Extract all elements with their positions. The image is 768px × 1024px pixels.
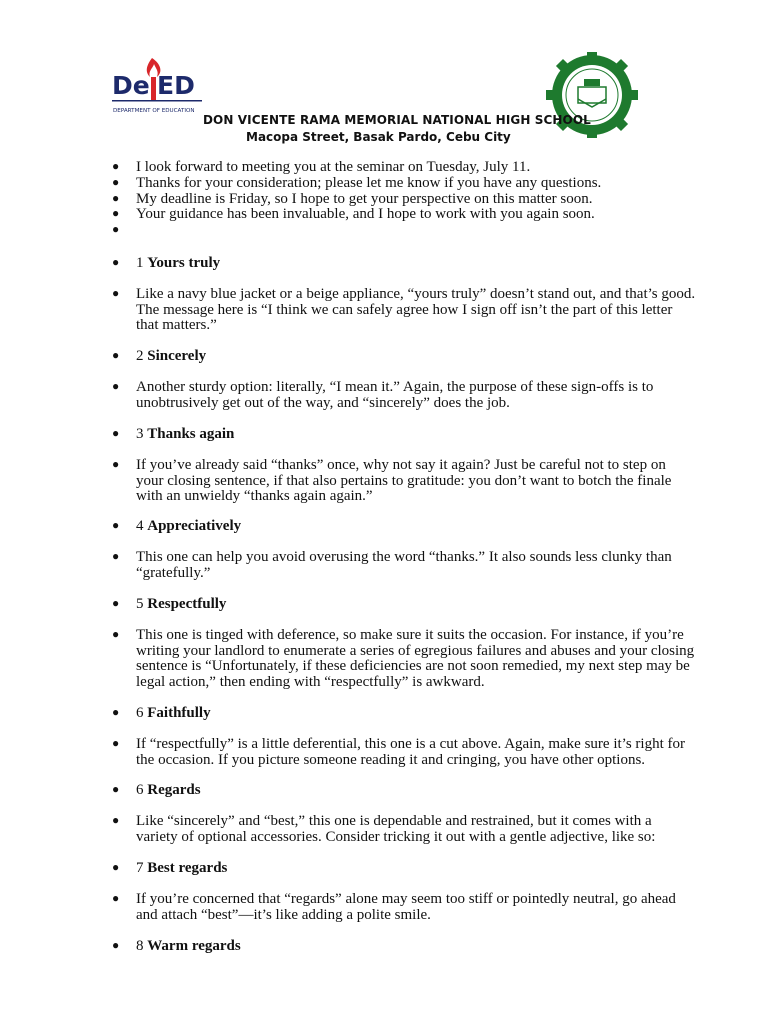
bullet-icon: ● [112,596,120,610]
sign-off-heading [112,427,696,443]
description-text: Like “sincerely” and “best,” this one is dependable and restrained, but it comes with a variety of optional accessories. Consider tricking it out with a gentle adjective, like so: [136,813,656,845]
list-item-text: My deadline is Friday, so I hope to get your perspective on this matter soon. [136,191,593,207]
sign-off-title: Faithfully [147,705,211,721]
sign-off-title: Appreciatively [147,518,242,534]
bullet-icon: ● [112,222,120,236]
sign-off-number: 5 [136,596,144,612]
sign-off-number: 7 [136,860,144,876]
bullet-icon: ● [112,191,120,205]
bullet-icon: ● [112,175,120,189]
bullet-icon: ● [112,782,120,796]
sign-off-description [112,287,696,334]
sign-off-number: 8 [136,938,144,954]
sign-off-heading [112,597,696,613]
document-header [0,0,768,150]
sign-off-title: Yours truly [147,255,221,271]
sign-off-title: Thanks again [147,426,235,442]
description-text: This one is tinged with deference, so make sure it suits the occasion. For instance, if you’re writing your landlord to enumerate a series of egregious failures and abuses and your closing sentence is “Unfortunately, if these deficiencies are not soon remedied, my next step may be legal action,” then ending with “respectfully” is awkward. [136,627,695,690]
list-item-text: I look forward to meeting you at the seminar on Tuesday, July 11. [136,159,531,175]
sign-off-heading [112,706,696,722]
bullet-icon: ● [112,813,120,827]
bullet-icon: ● [112,860,120,874]
school-address: Macopa Street, Basak Pardo, Cebu City [246,130,511,144]
sign-off-number: 2 [136,348,144,364]
svg-text:De: De [112,71,150,100]
list-item [112,176,696,192]
sign-off-title: Sincerely [147,348,207,364]
bullet-icon: ● [112,159,120,173]
sign-off-description [112,814,696,845]
bullet-icon: ● [112,627,120,641]
description-text: If you’ve already said “thanks” once, why not say it again? Just be careful not to step on your closing sentence, if that also pertains to gratitude: you don’t want to botch the finale with an unwieldy “thanks again again.” [136,457,672,504]
sign-off-description [112,380,696,411]
bullet-icon: ● [112,426,120,440]
description-text: This one can help you avoid overusing the word “thanks.” It also sounds less clunky than “gratefully.” [136,549,672,581]
sign-off-heading [112,256,696,272]
sign-off-number: 4 [136,518,144,534]
deped-logo-subtitle: DEPARTMENT OF EDUCATION [113,108,195,114]
sign-off-description [112,458,696,505]
bullet-icon: ● [112,938,120,952]
sign-off-heading [112,783,696,799]
description-text: If you’re concerned that “regards” alone may seem too stiff or pointedly neutral, go ahead and attach “best”—it’s like adding a polite smile. [136,891,676,923]
description-text: Like a navy blue jacket or a beige appliance, “yours truly” doesn’t stand out, and that’s good. The message here is “I think we can safely agree how I sign off isn’t the part of this letter that matters.” [136,286,696,333]
sign-off-title: Warm regards [147,938,241,954]
description-text: If “respectfully” is a little deferential, this one is a cut above. Again, make sure it’s right for the occasion. If you picture someone reading it and cringing, you have other options. [136,736,685,768]
sign-off-heading [112,349,696,365]
sign-off-description [112,628,696,690]
sign-off-number: 1 [136,255,144,271]
sign-off-number: 6 [136,705,144,721]
sign-off-title: Respectfully [147,596,227,612]
bullet-icon: ● [112,348,120,362]
sign-off-description [112,892,696,923]
sign-off-title: Regards [147,782,201,798]
deped-logo [112,54,204,118]
list-item [112,207,696,223]
bullet-icon: ● [112,457,120,471]
sign-off-description [112,550,696,581]
bullet-icon: ● [112,379,120,393]
bullet-icon: ● [112,206,120,220]
sign-off-heading [112,939,696,955]
bullet-icon: ● [112,286,120,300]
bullet-icon: ● [112,549,120,563]
description-text: Another sturdy option: literally, “I mean it.” Again, the purpose of these sign-offs is to unobtrusively get out of the way, and “sincerely” does the job. [136,379,654,411]
sign-off-description [112,737,696,768]
bullet-icon: ● [112,518,120,532]
sign-off-heading [112,519,696,535]
bullet-icon: ● [112,255,120,269]
school-name: DON VICENTE RAMA MEMORIAL NATIONAL HIGH SCHOOL [203,113,591,127]
list-item-text: Your guidance has been invaluable, and I hope to work with you again soon. [136,206,595,222]
sign-off-heading [112,861,696,877]
list-item [112,160,696,176]
sign-off-number: 6 [136,782,144,798]
bullet-icon: ● [112,736,120,750]
bullet-icon: ● [112,891,120,905]
svg-text:ED: ED [157,71,195,100]
sign-off-number: 3 [136,426,144,442]
sign-off-title: Best regards [147,860,228,876]
bullet-icon: ● [112,705,120,719]
list-item-text: Thanks for your consideration; please let me know if you have any questions. [136,175,602,191]
